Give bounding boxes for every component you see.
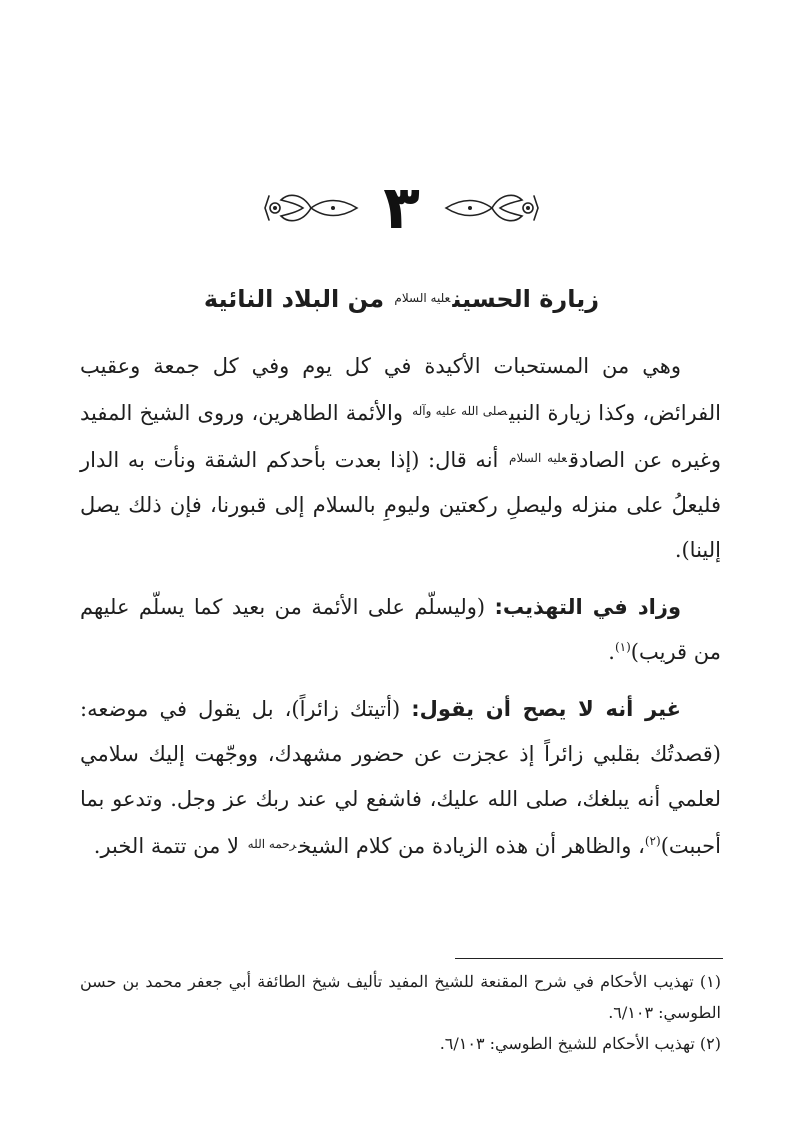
paragraph-2-lead: وزاد في التهذيب: <box>494 595 681 619</box>
chapter-title-part1: زيارة الحسين <box>452 285 600 313</box>
paragraph-2 <box>80 585 721 675</box>
honorific-mark: عليه السلام <box>394 291 451 305</box>
chapter-title <box>60 280 743 317</box>
paragraph-3-part1: (أتيتك زائراً)، بل يقول في موضعه: (قصدتُك بقلبي زائراً إذ عجزت عن حضور مشهدك، ووجّهت إليك سلامي لعلمي أنه يبلغك، صلى الله عليك، فاشفع لي عند ربك عز وجل. وتدعو بما أحببت) <box>80 697 721 858</box>
paragraph-1-part2: والأئمة الطاهرين، وروى الشيخ المفيد وغيره عن الصادق <box>80 401 721 472</box>
paragraph-3 <box>80 687 721 869</box>
arabesque-ornament-icon <box>261 188 361 228</box>
chapter-number: ٣ <box>383 173 420 243</box>
chapter-title-part2: من البلاد النائية <box>203 285 385 313</box>
honorific-mark: عليه السلام <box>509 451 567 465</box>
paragraph-3-part3: لا من تتمة الخبر. <box>93 834 239 858</box>
paragraph-2-end: . <box>608 640 615 664</box>
footnote-1: (١) تهذيب الأحكام في شرح المقنعة للشيخ المفيد تأليف شيخ الطائفة أبي جعفر محمد بن حسن الطوسي: ٦/١٠٣. <box>80 972 721 1022</box>
paragraph-1-part1: وهي من المستحبات الأكيدة في كل يوم وفي كل جمعة وعقيب الفرائض، وكذا زيارة النبي <box>80 354 721 425</box>
paragraph-2-text: (وليسلّم على الأئمة من بعيد كما يسلّم عليهم من قريب) <box>80 595 721 664</box>
paragraph-1-part3: أنه قال: (إذا بعدت بأحدكم الشقة ونأت به الدار فليعلُ على منزله وليصلِ ركعتين وليومِ بالسلام إلى قبورنا، فإن ذلك يصل إلينا). <box>80 448 721 562</box>
paragraph-3-part2: ، والظاهر أن هذه الزيادة من كلام الشيخ <box>298 834 645 858</box>
footnote-ref-1[interactable]: (١) <box>614 640 631 654</box>
footnote-ref-2[interactable]: (٢) <box>644 834 661 848</box>
honorific-mark: رحمه الله <box>247 837 297 851</box>
honorific-mark: صلى الله عليه وآله <box>412 404 508 418</box>
paragraph-3-lead: غير أنه لا يصح أن يقول: <box>411 697 681 721</box>
footnote-2: (٢) تهذيب الأحكام للشيخ الطوسي: ٦/١٠٣. <box>439 1034 721 1053</box>
footnote-divider <box>455 958 723 959</box>
main-text <box>80 344 721 869</box>
paragraph-1 <box>80 344 721 573</box>
footnotes <box>80 966 721 1059</box>
chapter-heading <box>0 172 803 244</box>
arabesque-ornament-icon <box>442 188 542 228</box>
